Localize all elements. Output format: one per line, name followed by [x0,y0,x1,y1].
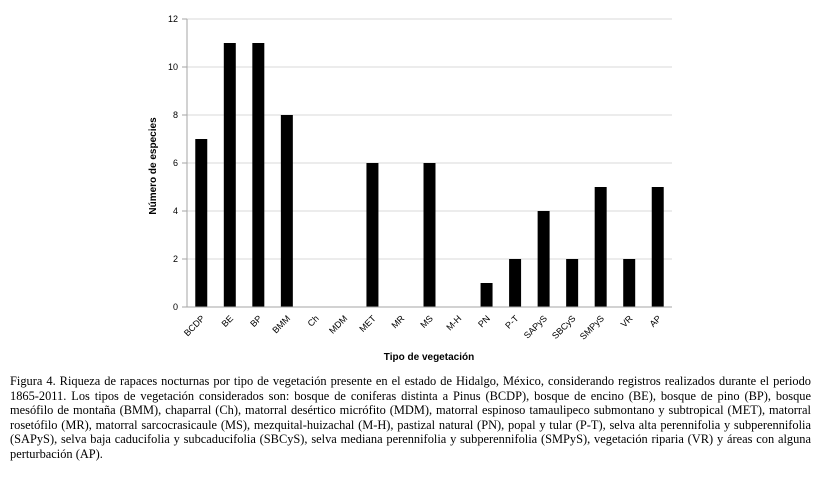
x-tick-label: SAPyS [521,313,550,341]
x-tick-label: BE [219,313,236,329]
bar-ms [424,163,436,307]
figure-caption: Figura 4. Riqueza de rapaces nocturnas por tipo de vegetación presente en el estado de Hidalgo, México, considerando registros realizados durante el periodo 1865-2011. Los tipos de vegetación considerados son: bosque de coniferas distinta a Pinus (BCDP), bosque de encino (BE), bosque de pino (BP), bosque mesófilo de montaña (BMM), chaparral (Ch), matorral desértico micrófito (MDM), matorral espinoso tamaulipeco submontano y subtropical (MET), matorral rosetófilo (MR), matorral sarcocrasicaule (MS), mezquital-huizachal (M-H), pastizal natural (PN), popal y tular (P-T), selva alta perennifolia y subperennifolia (SAPyS), selva baja caducifolia y subcaducifolia (SBCyS), selva mediana perennifolia y subperennifolia (SMPyS), vegetación riparia (VR) y áreas con alguna perturbación (AP). [10,374,811,461]
x-tick-label: P-T [503,313,521,331]
x-axis-title: Tipo de vegetación [383,352,475,363]
x-tick-label: Ch [305,313,321,329]
x-tick-label: PN [476,313,492,330]
y-tick-label: 4 [172,206,178,216]
y-tick-label: 8 [172,110,178,120]
bar-sbcys [566,259,578,307]
y-tick-label: 12 [167,14,178,24]
bar-smpys [595,187,607,307]
x-tick-label: MS [418,313,435,330]
x-tick-label: VR [618,313,635,330]
x-tick-label: BP [248,313,264,329]
y-tick-label: 10 [167,62,178,72]
y-tick-label: 2 [172,254,178,264]
x-tick-label: BMM [270,313,293,336]
x-tick-label: AP [647,313,664,329]
bars [195,43,663,307]
x-tick-label: MDM [327,313,350,336]
x-tick-label: SMPyS [577,313,607,342]
y-axis-title: Número de especies [148,117,159,215]
bar-sapys [538,211,550,307]
y-tick-label: 6 [172,158,178,168]
bar-bmm [281,115,293,307]
bar-met [366,163,378,307]
bar-ap [652,187,664,307]
bar-be [224,43,236,307]
bar-bp [252,43,264,307]
bar-bcdp [195,139,207,307]
x-tick-label: SBCyS [549,313,578,341]
y-tick-label: 0 [172,302,178,312]
x-tick-label: BCDP [181,313,207,339]
bar-vr [623,259,635,307]
x-tick-label: M-H [444,313,464,333]
y-tick-labels [168,14,178,312]
bar-pn [481,283,493,307]
x-tick-label: MET [357,313,378,334]
bar-p-t [509,259,521,307]
x-tick-labels [182,313,663,342]
x-tick-label: MR [389,313,407,331]
